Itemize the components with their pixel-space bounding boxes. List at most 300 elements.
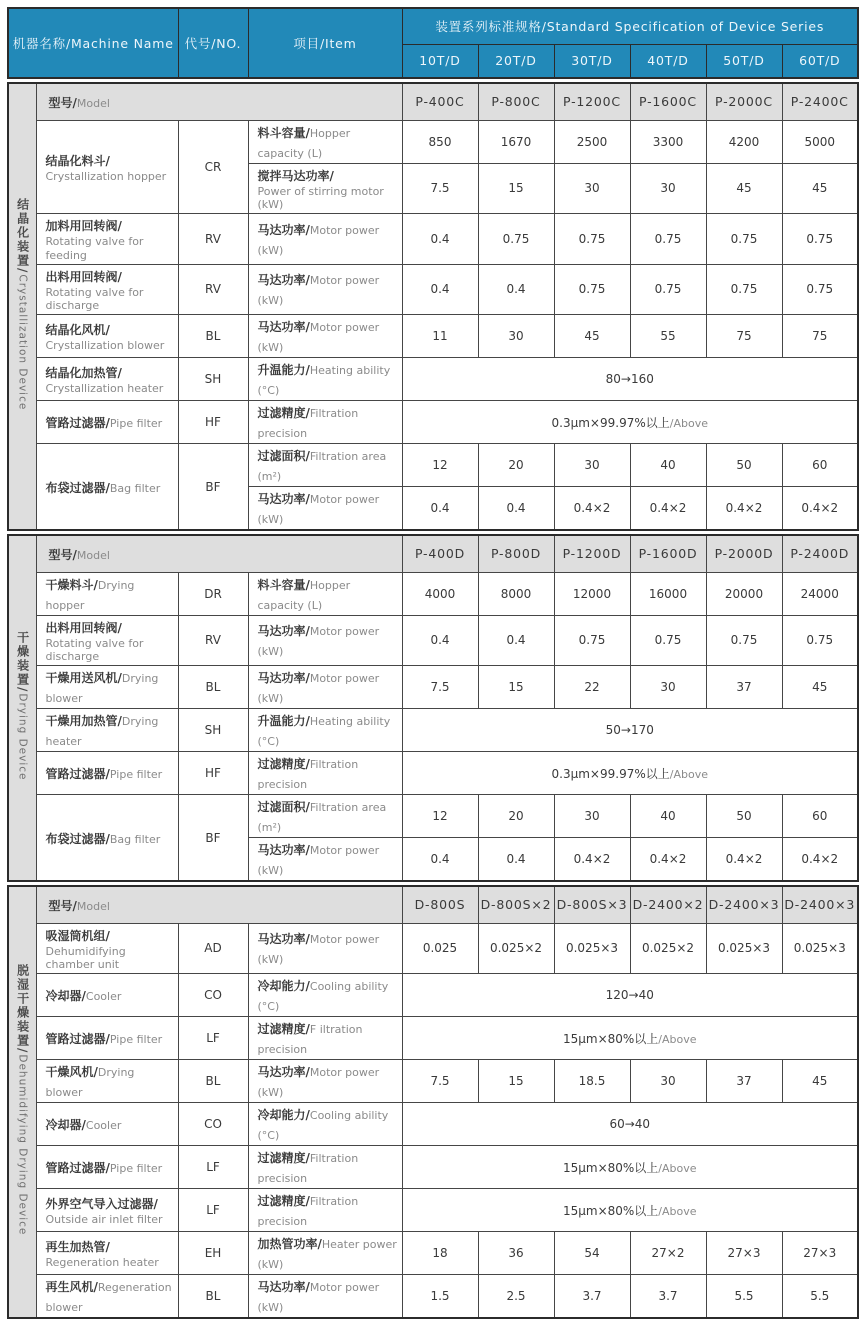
sections-container <box>7 82 857 1319</box>
label-zh: 型号/ <box>48 548 77 563</box>
label-en: Filtration area (m²) <box>257 801 387 834</box>
value-cell: 850 <box>402 120 478 163</box>
merged-value-main: 80→160 <box>605 372 654 386</box>
label-en: Filtration precision <box>257 758 359 791</box>
label-zh: 马达功率/ <box>257 671 310 685</box>
section-label-en: Drying Device <box>16 693 29 781</box>
machine-name-cell <box>36 666 178 709</box>
code-cell: BF <box>178 795 248 882</box>
item-cell <box>248 1275 402 1319</box>
table-row <box>8 315 858 358</box>
value-cell: 2500 <box>554 120 630 163</box>
label-en: Crystallization heater <box>45 382 164 396</box>
value-cell: 22 <box>554 666 630 709</box>
model-row <box>8 886 858 923</box>
value-cell: 50 <box>706 795 782 838</box>
code-cell: BL <box>178 666 248 709</box>
value-cell: 30 <box>554 444 630 487</box>
value-cell: 30 <box>554 163 630 214</box>
value-cell: 0.75 <box>782 615 858 666</box>
value-cell: 0.75 <box>630 214 706 265</box>
value-cell: 0.4×2 <box>782 487 858 531</box>
label-zh: 过滤面积/ <box>257 449 310 463</box>
value-cell: 18.5 <box>554 1060 630 1103</box>
merged-value-sub: /Above <box>669 767 708 781</box>
label-en: Cooling ability (°C) <box>257 980 389 1013</box>
value-cell: 12000 <box>554 572 630 615</box>
value-cell: 30 <box>630 1060 706 1103</box>
table-row <box>8 615 858 666</box>
label-en: Pipe filter <box>109 1162 163 1175</box>
label-en: Bag filter <box>109 481 161 495</box>
label-zh: 结晶化风机/ <box>45 323 110 338</box>
item-cell <box>248 666 402 709</box>
section-vertical-label-text <box>14 631 31 781</box>
machine-name-cell <box>36 1060 178 1103</box>
model-cell: P-2400C <box>782 83 858 120</box>
machine-name-cell <box>36 1275 178 1319</box>
machine-name-cell <box>36 1189 178 1232</box>
table-row <box>8 974 858 1017</box>
label-zh: 搅拌马达功率/ <box>257 168 334 183</box>
model-cell: P-800C <box>478 83 554 120</box>
section-vertical-label-text <box>14 198 31 410</box>
item-cell <box>248 572 402 615</box>
label-en: Crystallization hopper <box>45 169 167 183</box>
value-cell: 60 <box>782 444 858 487</box>
table-row <box>8 923 858 974</box>
label-zh: 马达功率/ <box>257 843 310 857</box>
value-cell: 0.025 <box>402 923 478 974</box>
code-cell: BL <box>178 1275 248 1319</box>
value-cell: 0.75 <box>478 214 554 265</box>
model-cell: P-400C <box>402 83 478 120</box>
label-en: Pipe filter <box>109 1033 163 1046</box>
merged-value-sub: /Above <box>658 1032 697 1046</box>
machine-name-cell <box>36 120 178 214</box>
model-cell: P-1200C <box>554 83 630 120</box>
item-cell <box>248 1103 402 1146</box>
code-cell: RV <box>178 615 248 666</box>
model-cell: P-800D <box>478 535 554 572</box>
merged-value-cell <box>402 358 858 401</box>
item-cell <box>248 120 402 163</box>
value-cell: 27×2 <box>630 1232 706 1275</box>
model-cell: P-2000C <box>706 83 782 120</box>
label-en: Heating ability (°C) <box>257 715 391 748</box>
merged-value-main: 60→40 <box>609 1117 651 1131</box>
label-en: Drying hopper <box>45 578 135 612</box>
code-cell: CO <box>178 1103 248 1146</box>
label-zh: 马达功率/ <box>257 624 310 639</box>
value-cell: 0.025×3 <box>782 923 858 974</box>
capacity-header-60td: 60T/D <box>782 44 858 78</box>
label-en: Rotating valve for discharge <box>45 636 144 664</box>
section-vertical-label-text <box>14 964 31 1235</box>
merged-value-cell <box>402 1103 858 1146</box>
column-header-item: 项目/Item <box>248 8 402 78</box>
code-cell: LF <box>178 1017 248 1060</box>
value-cell: 55 <box>630 315 706 358</box>
item-cell <box>248 1189 402 1232</box>
label-en: Cooler <box>85 990 122 1003</box>
merged-value-main: 0.3μm×99.97%以上 <box>551 415 670 430</box>
machine-name-cell <box>36 264 178 315</box>
value-cell: 37 <box>706 666 782 709</box>
merged-value-sub: /Above <box>658 1161 697 1175</box>
model-cell: D-800S×2 <box>478 886 554 923</box>
value-cell: 0.4×2 <box>782 838 858 882</box>
value-cell: 5000 <box>782 120 858 163</box>
value-cell: 5.5 <box>782 1275 858 1319</box>
section-label-zh: 脱湿干燥装置/ <box>15 964 30 1055</box>
label-en: Power of stirring motor (kW) <box>257 184 384 212</box>
value-cell: 0.75 <box>554 615 630 666</box>
code-cell: BL <box>178 1060 248 1103</box>
label-zh: 过滤精度/ <box>257 406 310 420</box>
label-zh: 结晶化加热管/ <box>45 366 122 381</box>
value-cell: 24000 <box>782 572 858 615</box>
label-zh: 布袋过滤器/ <box>45 831 110 846</box>
label-en: Model <box>76 900 110 914</box>
label-en: Outside air inlet filter <box>45 1213 163 1227</box>
table-row <box>8 401 858 444</box>
capacity-header-30td: 30T/D <box>554 44 630 78</box>
table-row <box>8 1232 858 1275</box>
label-en: Rotating valve for discharge <box>45 285 144 313</box>
code-cell: BF <box>178 444 248 531</box>
label-zh: 干燥料斗/ <box>45 577 98 592</box>
value-cell: 50 <box>706 444 782 487</box>
label-zh: 冷却器/ <box>45 1118 86 1132</box>
label-en: Drying heater <box>45 715 159 748</box>
merged-value-main: 15μm×80%以上 <box>562 1160 659 1175</box>
label-en: Cooling ability (°C) <box>257 1109 389 1142</box>
code-cell: SH <box>178 709 248 752</box>
code-cell: LF <box>178 1146 248 1189</box>
column-header-machine-name: 机器名称/Machine Name <box>8 8 178 78</box>
table-row <box>8 264 858 315</box>
value-cell: 20000 <box>706 572 782 615</box>
value-cell: 0.025×3 <box>554 923 630 974</box>
label-zh: 加料用回转阀/ <box>45 219 122 233</box>
model-label-cell <box>36 535 402 572</box>
label-zh: 马达功率/ <box>257 320 310 334</box>
value-cell: 5.5 <box>706 1275 782 1319</box>
label-zh: 管路过滤器/ <box>45 1161 110 1175</box>
value-cell: 2.5 <box>478 1275 554 1319</box>
value-cell: 45 <box>706 163 782 214</box>
value-cell: 45 <box>782 1060 858 1103</box>
code-cell: DR <box>178 572 248 615</box>
model-cell: P-2000D <box>706 535 782 572</box>
machine-name-cell <box>36 752 178 795</box>
value-cell: 7.5 <box>402 163 478 214</box>
section-label-en: Crystallization Device <box>16 274 29 411</box>
label-en: Model <box>76 97 110 111</box>
model-cell: P-400D <box>402 535 478 572</box>
label-zh: 型号/ <box>48 899 77 914</box>
item-cell <box>248 1232 402 1275</box>
item-cell <box>248 358 402 401</box>
model-cell: D-2400×3 <box>782 886 858 923</box>
label-en: Motor power (kW) <box>257 625 380 659</box>
capacity-header-20td: 20T/D <box>478 44 554 78</box>
value-cell: 1.5 <box>402 1275 478 1319</box>
label-en: Crystallization blower <box>45 339 165 353</box>
merged-value-cell <box>402 1017 858 1060</box>
label-en: Drying blower <box>45 1066 135 1099</box>
label-zh: 升温能力/ <box>257 363 310 377</box>
label-zh: 过滤精度/ <box>257 1151 310 1165</box>
label-en: Regeneration blower <box>45 1281 172 1314</box>
label-en: Motor power (kW) <box>257 223 380 257</box>
value-cell: 8000 <box>478 572 554 615</box>
code-cell: HF <box>178 752 248 795</box>
item-cell <box>248 615 402 666</box>
merged-value-sub: /Above <box>658 1204 697 1218</box>
label-en: Hopper capacity (L) <box>257 126 351 160</box>
table-row <box>8 709 858 752</box>
spec-sheet <box>7 7 857 1319</box>
value-cell: 4000 <box>402 572 478 615</box>
value-cell: 75 <box>782 315 858 358</box>
value-cell: 0.4 <box>478 487 554 531</box>
label-en: Dehumidifying chamber unit <box>45 944 126 972</box>
machine-name-cell <box>36 1146 178 1189</box>
value-cell: 0.75 <box>706 615 782 666</box>
value-cell: 12 <box>402 795 478 838</box>
value-cell: 16000 <box>630 572 706 615</box>
value-cell: 7.5 <box>402 1060 478 1103</box>
model-cell: D-800S <box>402 886 478 923</box>
label-en: Motor power (kW) <box>257 493 380 526</box>
header-table <box>7 7 859 79</box>
label-en: Filtration area (m²) <box>257 450 387 483</box>
label-zh: 料斗容量/ <box>257 577 310 592</box>
label-zh: 冷却器/ <box>45 989 86 1003</box>
value-cell: 0.4×2 <box>630 838 706 882</box>
table-row <box>8 444 858 487</box>
label-zh: 出料用回转阀/ <box>45 269 122 284</box>
value-cell: 15 <box>478 1060 554 1103</box>
label-zh: 结晶化料斗/ <box>45 153 110 168</box>
label-zh: 管路过滤器/ <box>45 767 110 781</box>
label-zh: 升温能力/ <box>257 714 310 728</box>
value-cell: 37 <box>706 1060 782 1103</box>
item-cell <box>248 1060 402 1103</box>
machine-name-cell <box>36 974 178 1017</box>
code-cell: SH <box>178 358 248 401</box>
label-zh: 再生风机/ <box>45 1280 98 1294</box>
merged-value-sub: /Above <box>669 416 708 430</box>
capacity-header-10td: 10T/D <box>402 44 478 78</box>
value-cell: 0.75 <box>630 615 706 666</box>
table-row <box>8 120 858 163</box>
label-en: Filtration precision <box>257 1152 359 1185</box>
label-en: Rotating valve for feeding <box>45 235 144 262</box>
model-cell: D-800S×3 <box>554 886 630 923</box>
code-cell: EH <box>178 1232 248 1275</box>
section-vertical-label <box>8 83 36 530</box>
item-cell <box>248 487 402 531</box>
table-row <box>8 752 858 795</box>
label-en: Filtration precision <box>257 407 359 440</box>
label-en: Motor power (kW) <box>257 672 380 705</box>
section-label-zh: 结晶化装置/ <box>15 198 30 275</box>
model-cell: P-1600D <box>630 535 706 572</box>
value-cell: 7.5 <box>402 666 478 709</box>
value-cell: 15 <box>478 666 554 709</box>
label-zh: 过滤面积/ <box>257 800 310 814</box>
label-zh: 过滤精度/ <box>257 757 310 771</box>
value-cell: 3300 <box>630 120 706 163</box>
value-cell: 0.4×2 <box>554 838 630 882</box>
item-cell <box>248 709 402 752</box>
value-cell: 0.4 <box>478 838 554 882</box>
value-cell: 0.025×3 <box>706 923 782 974</box>
model-label-cell <box>36 886 402 923</box>
label-zh: 马达功率/ <box>257 932 310 947</box>
model-label-cell <box>36 83 402 120</box>
label-en: Bag filter <box>109 832 161 846</box>
value-cell: 0.75 <box>554 264 630 315</box>
model-cell: P-1200D <box>554 535 630 572</box>
value-cell: 54 <box>554 1232 630 1275</box>
code-cell: BL <box>178 315 248 358</box>
section-table-0 <box>7 82 859 531</box>
label-en: Pipe filter <box>109 768 163 781</box>
table-row <box>8 1189 858 1232</box>
item-cell <box>248 1017 402 1060</box>
value-cell: 20 <box>478 444 554 487</box>
label-en: Filtration precision <box>257 1195 359 1228</box>
label-en: Drying blower <box>45 672 159 705</box>
value-cell: 20 <box>478 795 554 838</box>
value-cell: 30 <box>630 163 706 214</box>
machine-name-cell <box>36 444 178 531</box>
item-cell <box>248 163 402 214</box>
item-cell <box>248 923 402 974</box>
merged-value-cell <box>402 709 858 752</box>
capacity-header-50td: 50T/D <box>706 44 782 78</box>
label-zh: 管路过滤器/ <box>45 1032 110 1046</box>
model-cell: D-2400×3 <box>706 886 782 923</box>
value-cell: 3.7 <box>630 1275 706 1319</box>
machine-name-cell <box>36 1232 178 1275</box>
table-row <box>8 214 858 265</box>
value-cell: 0.4×2 <box>706 487 782 531</box>
label-en: Heater power (kW) <box>257 1238 397 1271</box>
value-cell: 60 <box>782 795 858 838</box>
item-cell <box>248 401 402 444</box>
merged-value-cell <box>402 974 858 1017</box>
value-cell: 1670 <box>478 120 554 163</box>
machine-name-cell <box>36 1017 178 1060</box>
code-cell: RV <box>178 264 248 315</box>
value-cell: 0.4 <box>402 838 478 882</box>
label-zh: 布袋过滤器/ <box>45 480 110 495</box>
value-cell: 40 <box>630 795 706 838</box>
value-cell: 45 <box>782 666 858 709</box>
value-cell: 0.025×2 <box>478 923 554 974</box>
table-row <box>8 1060 858 1103</box>
table-row <box>8 572 858 615</box>
machine-name-cell <box>36 795 178 882</box>
item-cell <box>248 214 402 265</box>
label-zh: 马达功率/ <box>257 1065 310 1079</box>
label-zh: 冷却能力/ <box>257 1108 310 1122</box>
section-table-2 <box>7 885 859 1319</box>
value-cell: 30 <box>478 315 554 358</box>
model-row <box>8 83 858 120</box>
item-cell <box>248 264 402 315</box>
value-cell: 0.75 <box>554 214 630 265</box>
label-zh: 干燥用加热管/ <box>45 714 122 728</box>
label-zh: 干燥风机/ <box>45 1065 98 1079</box>
section-label-zh: 干燥装置/ <box>15 631 30 694</box>
table-row <box>8 1275 858 1319</box>
label-zh: 马达功率/ <box>257 1280 310 1294</box>
label-en: Motor power (kW) <box>257 1281 380 1314</box>
value-cell: 36 <box>478 1232 554 1275</box>
code-cell: LF <box>178 1189 248 1232</box>
model-cell: D-2400×2 <box>630 886 706 923</box>
item-cell <box>248 752 402 795</box>
label-en: Hopper capacity (L) <box>257 578 351 612</box>
merged-value-main: 15μm×80%以上 <box>562 1203 659 1218</box>
merged-value-cell <box>402 401 858 444</box>
value-cell: 12 <box>402 444 478 487</box>
label-zh: 型号/ <box>48 96 77 111</box>
table-row <box>8 358 858 401</box>
table-row <box>8 795 858 838</box>
label-zh: 马达功率/ <box>257 492 310 506</box>
value-cell: 0.75 <box>782 214 858 265</box>
label-zh: 马达功率/ <box>257 273 310 288</box>
table-row <box>8 666 858 709</box>
merged-value-cell <box>402 1189 858 1232</box>
value-cell: 15 <box>478 163 554 214</box>
machine-name-cell <box>36 615 178 666</box>
label-zh: 再生加热管/ <box>45 1240 110 1255</box>
label-zh: 过滤精度/ <box>257 1022 310 1036</box>
item-cell <box>248 795 402 838</box>
label-en: Motor power (kW) <box>257 1066 380 1099</box>
label-en: Motor power (kW) <box>257 844 380 877</box>
label-zh: 干燥用送风机/ <box>45 671 122 685</box>
merged-value-cell <box>402 752 858 795</box>
label-en: Motor power (kW) <box>257 321 380 354</box>
item-cell <box>248 838 402 882</box>
label-zh: 管路过滤器/ <box>45 416 110 430</box>
label-en: Heating ability (°C) <box>257 364 391 397</box>
value-cell: 0.75 <box>706 214 782 265</box>
value-cell: 0.75 <box>782 264 858 315</box>
value-cell: 0.4 <box>402 615 478 666</box>
item-cell <box>248 974 402 1017</box>
merged-value-main: 120→40 <box>605 988 654 1002</box>
table-row <box>8 1017 858 1060</box>
machine-name-cell <box>36 709 178 752</box>
label-zh: 吸湿筒机组/ <box>45 928 110 943</box>
label-zh: 料斗容量/ <box>257 125 310 140</box>
label-zh: 外界空气导入过滤器/ <box>45 1197 158 1212</box>
code-cell: CO <box>178 974 248 1017</box>
model-row <box>8 535 858 572</box>
value-cell: 45 <box>782 163 858 214</box>
value-cell: 4200 <box>706 120 782 163</box>
